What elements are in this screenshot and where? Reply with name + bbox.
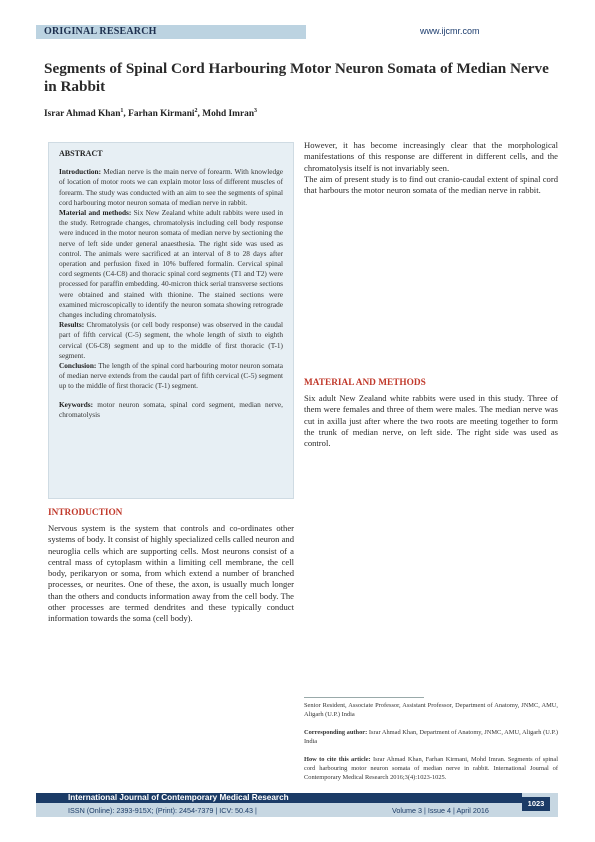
author-name: Mohd Imran (202, 109, 255, 120)
footnote-corresponding: Corresponding author: Israr Ahmad Khan, Department of Anatomy, JNMC, AMU, Aligarh (U.P.) India (304, 729, 558, 745)
abstract-methods: Material and methods: Six New Zealand white adult rabbits were used in the study. Retrograde changes, chromatolysis including cell body response were induced in the motor neuron somata of median nerve by sectioning the nerve of left side under general anaesthesia. The right side was used as control. The animals were sacrificed at an interval of 8 to 28 days after operation and perfusion fixed in 10% buffered formalin. Cervical spinal cord segments (C4-C8) and thoracic spinal cord segments (T1 and T2) were processed for paraffin embedding. 40-micron thick serial transverse sections were obtained and stained with thionine. The stained sections were examined microscopically to identify the neuron somata showing retrograde changes including chromatolysis. (59, 208, 283, 320)
author-name: Israr Ahmad Khan (44, 109, 121, 120)
abstract-keywords: Keywords: motor neuron somata, spinal cord segment, median nerve, chromatolysis (59, 399, 283, 419)
footnotes (304, 701, 558, 791)
abstract-box (48, 142, 294, 499)
article-type-tag (36, 25, 306, 39)
abstract-heading: ABSTRACT (59, 149, 103, 158)
right-column-text (304, 140, 558, 368)
article-type-label: ORIGINAL RESEARCH (44, 26, 157, 37)
author-list: Israr Ahmad Khan$^1$, Farhan Kirmani$^2$, Mohd Imran$^3$ (44, 108, 258, 120)
introduction-text (48, 523, 294, 785)
methods-heading: MATERIAL AND METHODS (304, 378, 426, 388)
methods-paragraph: Six adult New Zealand white rabbits were used in this study. Three of them were females and three of them were males. The median nerve was cut in axilla just after where the two roots are meeting together to form the trunk of median nerve, on left side. The right side was used as control. (304, 393, 558, 449)
footer-journal-name: International Journal of Contemporary Medical Research (68, 793, 289, 802)
footer-volume: Volume 3 | Issue 4 | April 2016 (392, 806, 489, 815)
abstract-results: Results: Chromatolysis (or cell body response) was observed in the caudal part of fifth cervical (C-5) segment, the whole length of sixth to eighth cervical (C6-C8) segment and up to the middle of first thoracic (T-1) segment. (59, 320, 283, 360)
footnote-divider (304, 697, 424, 698)
abstract-introduction: Introduction: Median nerve is the main nerve of forearm. With knowledge of location of motor roots we can explain motor loss of different muscles of forearm. The study was conducted with an aim to see the segments of spinal cord harbouring motor neuron somata of median nerve in rabbit. (59, 167, 283, 207)
author-name: Farhan Kirmani (128, 109, 195, 120)
introduction-paragraph: Nervous system is the system that controls and co-ordinates other systems of body. It consist of highly specialized cells called neuron and neuroglia cells which are supporting cells. Most neurons consist of a central mass of cytoplasm within a limiting cell membrane, the cell body, perikaryon or soma, from which extend a number of branched processes, or neurites. One of these, the axon, is usually much longer than the others and conducts information away from the cell body. The other processes are termed dendrites and these typically conduct information towards the soma (cell body). (48, 523, 294, 624)
article-title: Segments of Spinal Cord Harbouring Motor Neuron Somata of Median Nerve in Rabbit (44, 60, 549, 95)
abstract-conclusion: Conclusion: The length of the spinal cord harbouring motor neuron somata of median nerve extends from the caudal part of fifth cervical (C-5) segment up to the middle of first thoracic (T-1) segment. (59, 361, 283, 391)
footnote-affiliations: Senior Resident, Associate Professor, Assistant Professor, Department of Anatomy, JNMC, AMU, Aligarh (U.P.) India (304, 702, 558, 718)
methods-text (304, 393, 558, 683)
right-column-paragraph: The aim of present study is to find out cranio-caudal extent of spinal cord that harbours the motor neuron somata of the median nerve in rabbit. (304, 173, 558, 196)
journal-url[interactable]: www.ijcmr.com (420, 26, 480, 36)
page-number: 1023 (522, 797, 550, 811)
right-column-paragraph: However, it has become increasingly clear that the morphological manifestations of this response are different in different cells, and the chromatolysis itself is not invariably seen. (304, 140, 558, 173)
footer-issn: ISSN (Online): 2393-915X; (Print): 2454-7379 | ICV: 50.43 | (68, 806, 257, 815)
footnote-citation: How to cite this article: Israr Ahmad Khan, Farhan Kirmani, Mohd Imran. Segments of spinal cord harbouring motor neuron somata of median nerve in rabbit. International Journal of Contemporary Medical Research 2016;3(4):1023-1025. (304, 756, 558, 781)
introduction-heading: INTRODUCTION (48, 508, 123, 518)
